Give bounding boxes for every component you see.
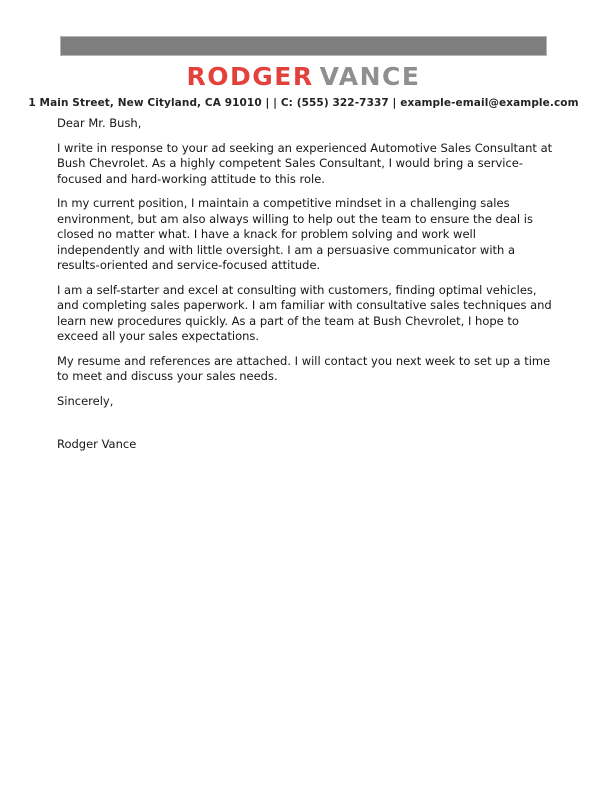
letter-body xyxy=(57,116,553,462)
signature-name: Rodger Vance xyxy=(57,437,137,451)
paragraph-call-to-action: My resume and references are attached. I will contact you next week to set up a time to meet and discuss your sales needs. xyxy=(57,353,551,383)
applicant-last-name: VANCE xyxy=(319,62,421,91)
salutation: Dear Mr. Bush, xyxy=(57,116,142,130)
closing: Sincerely, xyxy=(57,393,114,408)
applicant-name xyxy=(0,62,607,92)
contact-info: 1 Main Street, New Cityland, CA 91010 | | C: (555) 322-7337 | example-email@example.com xyxy=(28,97,579,109)
paragraph-intro: I write in response to your ad seeking an experienced Automotive Sales Consultant at Bush Chevrolet. As a highly competent Sales Consultant, I would bring a service-focused and hard-working attitude to this role. xyxy=(57,140,553,186)
applicant-first-name: RODGER xyxy=(186,62,314,91)
letter-header xyxy=(0,62,607,109)
header-divider-bar xyxy=(60,36,547,56)
paragraph-skills: I am a self-starter and excel at consulting with customers, finding optimal vehicles, and completing sales paperwork. I am familiar with consultative sales techniques and learn new procedures quickly. As a part of the team at Bush Chevrolet, I hope to exceed all your sales expectations. xyxy=(57,282,552,343)
paragraph-experience: In my current position, I maintain a competitive mindset in a challenging sales environment, but am also always willing to help out the team to ensure the deal is closed no matter what. I have a knack for problem solving and work well independently and with little oversight. I am a persuasive communicator with a results-oriented and service-focused attitude. xyxy=(57,196,533,272)
